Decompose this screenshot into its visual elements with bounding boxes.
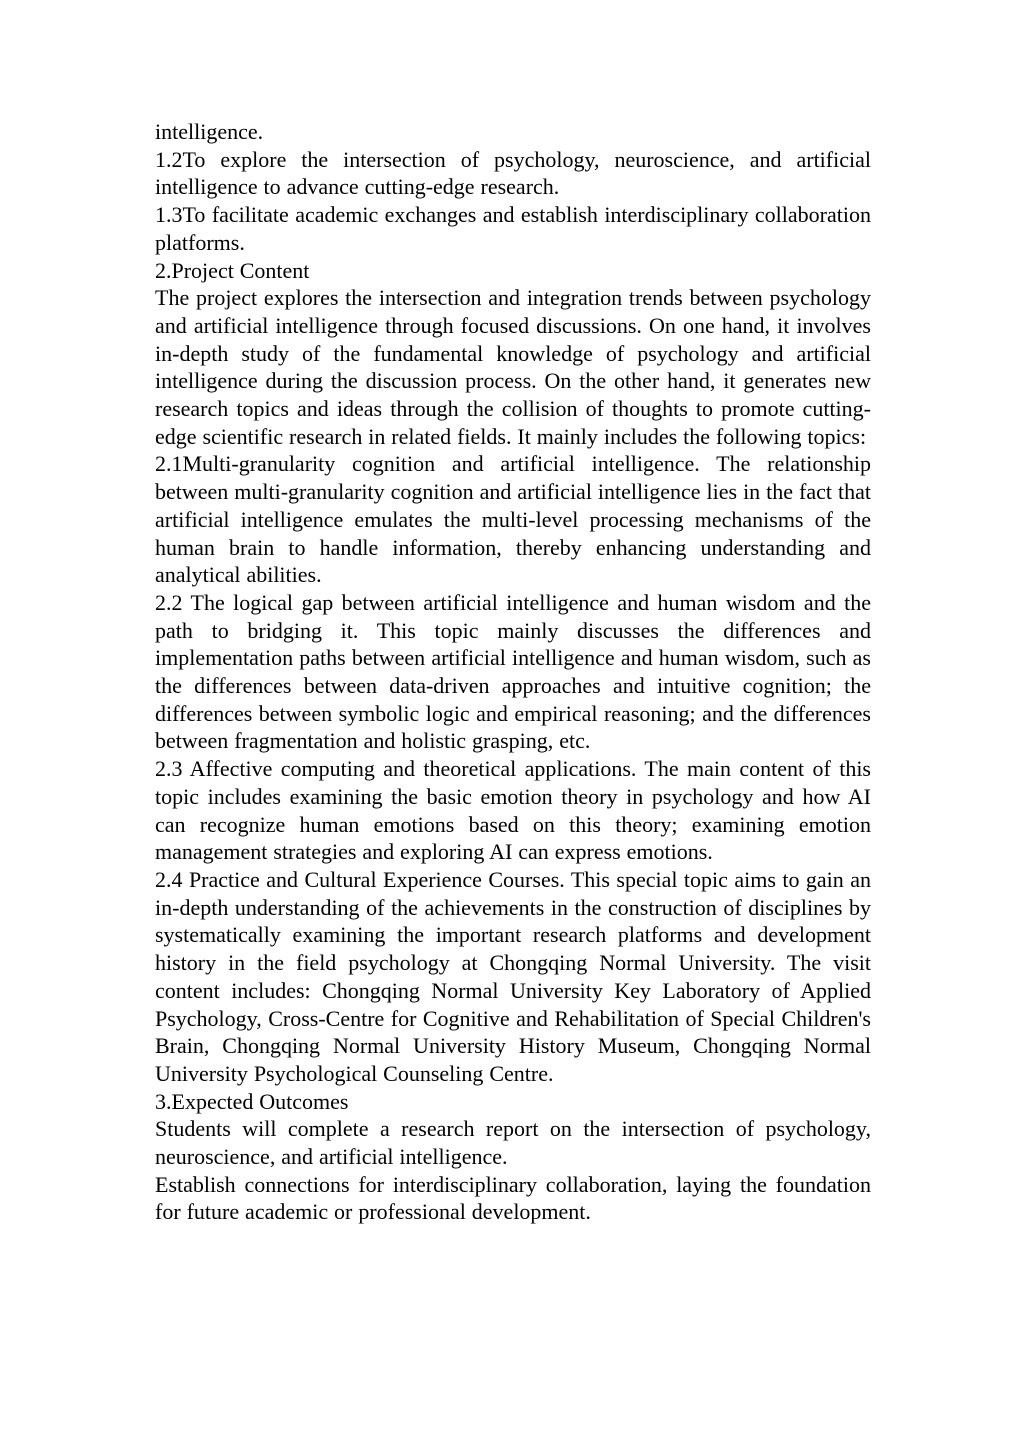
paragraph: 3.Expected Outcomes xyxy=(155,1088,349,1114)
paragraph: Students will complete a research report on the intersection of psychology, neuroscience, and artificial intelligence. xyxy=(155,1116,871,1170)
paragraph: 2.1Multi-granularity cognition and artificial intelligence. The relationship between multi-granularity cognition and artificial intelligence lies in the fact that artificial intelligence emulates the multi-level processing mechanisms of the human brain to handle information, thereby enhancing understanding and analytical abilities. xyxy=(155,451,871,588)
paragraph: Establish connections for interdisciplinary collaboration, laying the foundation for future academic or professional development. xyxy=(155,1171,871,1225)
document-body xyxy=(155,118,871,1226)
paragraph: 1.3To facilitate academic exchanges and establish interdisciplinary collaboration platforms. xyxy=(155,202,871,255)
paragraph: 2.2 The logical gap between artificial intelligence and human wisdom and the path to bridging it. This topic mainly discusses the differences and implementation paths between artificial intelligence and human wisdom, such as the differences between data-driven approaches and intuitive cognition; the differences between symbolic logic and empirical reasoning; and the differences between fragmentation and holistic grasping, etc. xyxy=(155,589,871,754)
paragraph: 2.Project Content xyxy=(155,257,310,283)
paragraph: 2.3 Affective computing and theoretical applications. The main content of this topic includes examining the basic emotion theory in psychology and how AI can recognize human emotions based on this theory; examining emotion management strategies and exploring AI can express emotions. xyxy=(155,756,871,865)
paragraph: The project explores the intersection and integration trends between psychology and artificial intelligence through focused discussions. On one hand, it involves in-depth study of the fundamental knowledge of psychology and artificial intelligence during the discussion process. On the other hand, it generates new research topics and ideas through the collision of thoughts to promote cutting-edge scientific research in related fields. It mainly includes the following topics: xyxy=(155,285,871,449)
paragraph: intelligence. xyxy=(155,119,264,144)
paragraph: 2.4 Practice and Cultural Experience Courses. This special topic aims to gain an in-depth understanding of the achievements in the construction of disciplines by systematically examining the important research platforms and development history in the field psychology at Chongqing Normal University. The visit content includes: Chongqing Normal University Key Laboratory of Applied Psychology, Cross-Centre for Cognitive and Rehabilitation of Special Children's Brain, Chongqing Normal University History Museum, Chongqing Normal University Psychological Counseling Centre. xyxy=(155,866,871,1086)
paragraph: 1.2To explore the intersection of psychology, neuroscience, and artificial intelligence to advance cutting-edge research. xyxy=(155,146,871,200)
